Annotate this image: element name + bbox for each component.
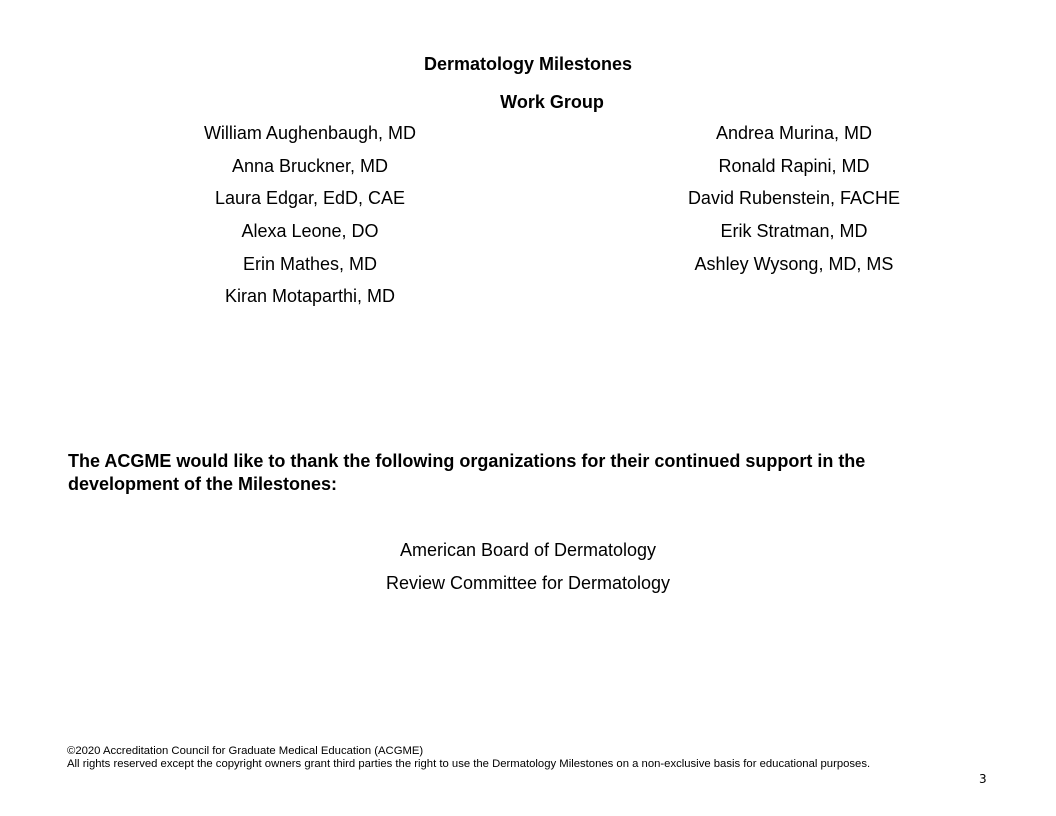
document-title: Dermatology Milestones bbox=[423, 54, 633, 74]
acknowledgement-text: The ACGME would like to thank the following organizations for their continued support in the development of the Milestones: bbox=[68, 451, 866, 494]
work-group-member: Ashley Wysong, MD, MS bbox=[694, 253, 894, 274]
organization-item: American Board of Dermatology bbox=[399, 540, 657, 560]
page-number: 3 bbox=[979, 772, 987, 786]
work-group-member: Erik Stratman, MD bbox=[720, 221, 868, 242]
rights-line: All rights reserved except the copyright owners grant third parties the right to use the Dermatology Milestones on a non-exclusive basis for educational purposes. bbox=[67, 758, 871, 770]
work-group-member: Andrea Murina, MD bbox=[715, 123, 873, 143]
work-group-member: David Rubenstein, FACHE bbox=[687, 188, 901, 209]
organization-list bbox=[0, 539, 1056, 605]
work-group-member: William Aughenbaugh, MD bbox=[203, 123, 417, 143]
organization-item: Review Committee for Dermatology bbox=[385, 573, 671, 593]
work-group-member: Ronald Rapini, MD bbox=[718, 155, 870, 176]
work-group-member: Erin Mathes, MD bbox=[242, 253, 378, 274]
copyright-line: ©2020 Accreditation Council for Graduate Medical Education (ACGME) bbox=[67, 745, 424, 757]
work-group-right-column bbox=[644, 122, 944, 285]
work-group-left-column bbox=[160, 122, 460, 318]
work-group-member: Laura Edgar, EdD, CAE bbox=[214, 188, 406, 209]
work-group-member: Kiran Motaparthi, MD bbox=[224, 286, 396, 307]
work-group-member: Anna Bruckner, MD bbox=[231, 155, 389, 176]
work-group-member: Alexa Leone, DO bbox=[241, 221, 379, 242]
footer bbox=[67, 745, 870, 771]
work-group-heading: Work Group bbox=[500, 92, 604, 112]
